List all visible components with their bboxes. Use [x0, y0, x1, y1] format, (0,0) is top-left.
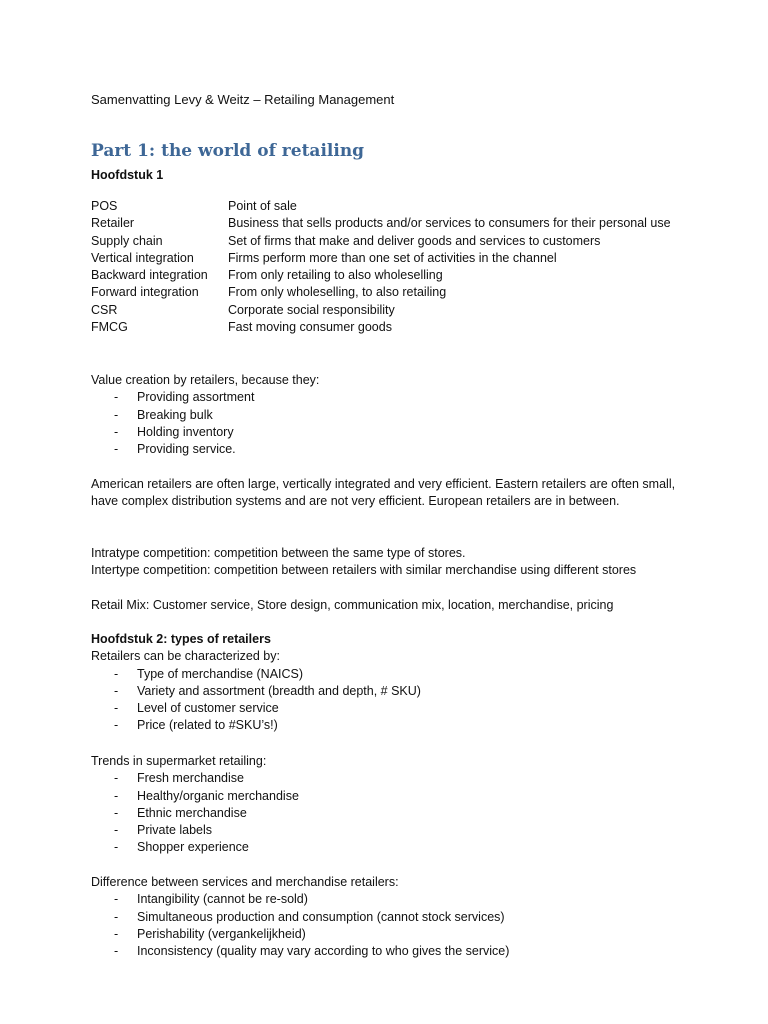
list-item [91, 909, 691, 926]
difference-intro: Difference between services and merchandise retailers: [91, 875, 399, 889]
glossary-definition: Firms perform more than one set of activities in the channel [228, 250, 557, 265]
list-item [91, 441, 691, 458]
glossary-definition: Business that sells products and/or services to consumers for their personal use [228, 216, 671, 231]
dash-bullet: - [114, 701, 119, 716]
value-creation-section [91, 372, 691, 458]
list-item [91, 839, 691, 856]
glossary-definition: Set of firms that make and deliver goods and services to customers [228, 233, 601, 248]
list-item-text: Shopper experience [137, 840, 249, 855]
glossary-term: POS [91, 199, 118, 213]
glossary-row [91, 319, 691, 336]
glossary-row [91, 198, 691, 215]
dash-bullet: - [114, 823, 119, 838]
list-item [91, 407, 691, 424]
competition-section [91, 545, 691, 580]
dash-bullet: - [114, 771, 119, 786]
list-item [91, 770, 691, 787]
dash-bullet: - [114, 805, 119, 820]
glossary-definition: Fast moving consumer goods [228, 320, 392, 335]
value-creation-list [91, 389, 691, 458]
glossary-term: Backward integration [91, 268, 208, 283]
list-item-text: Breaking bulk [137, 407, 213, 422]
list-item [91, 389, 691, 406]
glossary-definition: Corporate social responsibility [228, 302, 395, 317]
list-item-text: Healthy/organic merchandise [137, 788, 299, 803]
list-item-text: Inconsistency (quality may vary according to who gives the service) [137, 944, 510, 959]
chapter-1-heading: Hoofdstuk 1 [91, 168, 164, 182]
value-creation-intro: Value creation by retailers, because they: [91, 373, 320, 387]
dash-bullet: - [114, 840, 119, 855]
glossary-term: Forward integration [91, 285, 199, 300]
dash-bullet: - [114, 683, 119, 698]
glossary-row [91, 267, 691, 284]
list-item [91, 788, 691, 805]
dash-bullet: - [114, 718, 119, 733]
trends-intro: Trends in supermarket retailing: [91, 754, 267, 768]
intertype-text: Intertype competition: competition between retailers with similar merchandise using different stores [91, 563, 637, 578]
glossary-row [91, 302, 691, 319]
list-item [91, 424, 691, 441]
characterized-intro: Retailers can be characterized by: [91, 649, 280, 664]
list-item [91, 683, 691, 700]
glossary-row [91, 215, 691, 232]
glossary-definition: From only retailing to also wholeselling [228, 268, 443, 283]
dash-bullet: - [114, 926, 119, 941]
characterized-list [91, 666, 691, 735]
dash-bullet: - [114, 944, 119, 959]
difference-section [91, 874, 691, 960]
list-item-text: Ethnic merchandise [137, 805, 247, 820]
list-item [91, 717, 691, 734]
glossary-term: Supply chain [91, 233, 163, 248]
dash-bullet: - [114, 909, 119, 924]
characterized-section [91, 631, 691, 735]
list-item-text: Providing service. [137, 442, 236, 457]
glossary-term: FMCG [91, 320, 128, 335]
glossary-term: Vertical integration [91, 250, 194, 265]
list-item-text: Level of customer service [137, 701, 279, 716]
list-item-text: Perishability (vergankelijkheid) [137, 926, 306, 941]
list-item-text: Fresh merchandise [137, 771, 244, 786]
list-item-text: Intangibility (cannot be re-sold) [137, 892, 308, 907]
list-item-text: Type of merchandise (NAICS) [137, 666, 304, 681]
document-title: Samenvatting Levy & Weitz – Retailing Management [91, 92, 395, 107]
glossary-row [91, 250, 691, 267]
list-item [91, 666, 691, 683]
trends-list [91, 770, 691, 856]
glossary-term: Retailer [91, 216, 135, 231]
list-item [91, 926, 691, 943]
dash-bullet: - [114, 390, 119, 405]
dash-bullet: - [114, 788, 119, 803]
glossary-row [91, 233, 691, 250]
dash-bullet: - [114, 407, 119, 422]
intratype-text: Intratype competition: competition between the same type of stores. [91, 546, 466, 560]
trends-section [91, 753, 691, 857]
dash-bullet: - [114, 424, 119, 439]
list-item [91, 700, 691, 717]
glossary-table [91, 198, 691, 336]
list-item-text: Holding inventory [137, 424, 234, 439]
chapter-2-heading: Hoofdstuk 2: types of retailers [91, 632, 271, 646]
list-item-text: Variety and assortment (breadth and depth, # SKU) [137, 683, 421, 698]
list-item-text: Simultaneous production and consumption (cannot stock services) [137, 909, 505, 924]
glossary-definition: Point of sale [228, 199, 297, 213]
difference-list [91, 891, 691, 960]
glossary-term: CSR [91, 302, 118, 317]
list-item-text: Price (related to #SKU’s!) [137, 718, 278, 733]
list-item [91, 891, 691, 908]
dash-bullet: - [114, 666, 119, 681]
list-item [91, 943, 691, 960]
regions-paragraph: American retailers are often large, vertically integrated and very efficient. Eastern retailers are often small, have complex distribution systems and are not very efficient. European retailers are in between. [91, 477, 676, 509]
list-item-text: Providing assortment [137, 390, 255, 405]
part-heading: Part 1: the world of retailing [91, 141, 365, 161]
dash-bullet: - [114, 892, 119, 907]
glossary-definition: From only wholeselling, to also retailing [228, 285, 447, 300]
retail-mix-text: Retail Mix: Customer service, Store design, communication mix, location, merchandise, pricing [91, 598, 614, 612]
glossary-row [91, 284, 691, 301]
list-item [91, 822, 691, 839]
dash-bullet: - [114, 442, 119, 457]
list-item [91, 805, 691, 822]
list-item-text: Private labels [137, 823, 213, 838]
